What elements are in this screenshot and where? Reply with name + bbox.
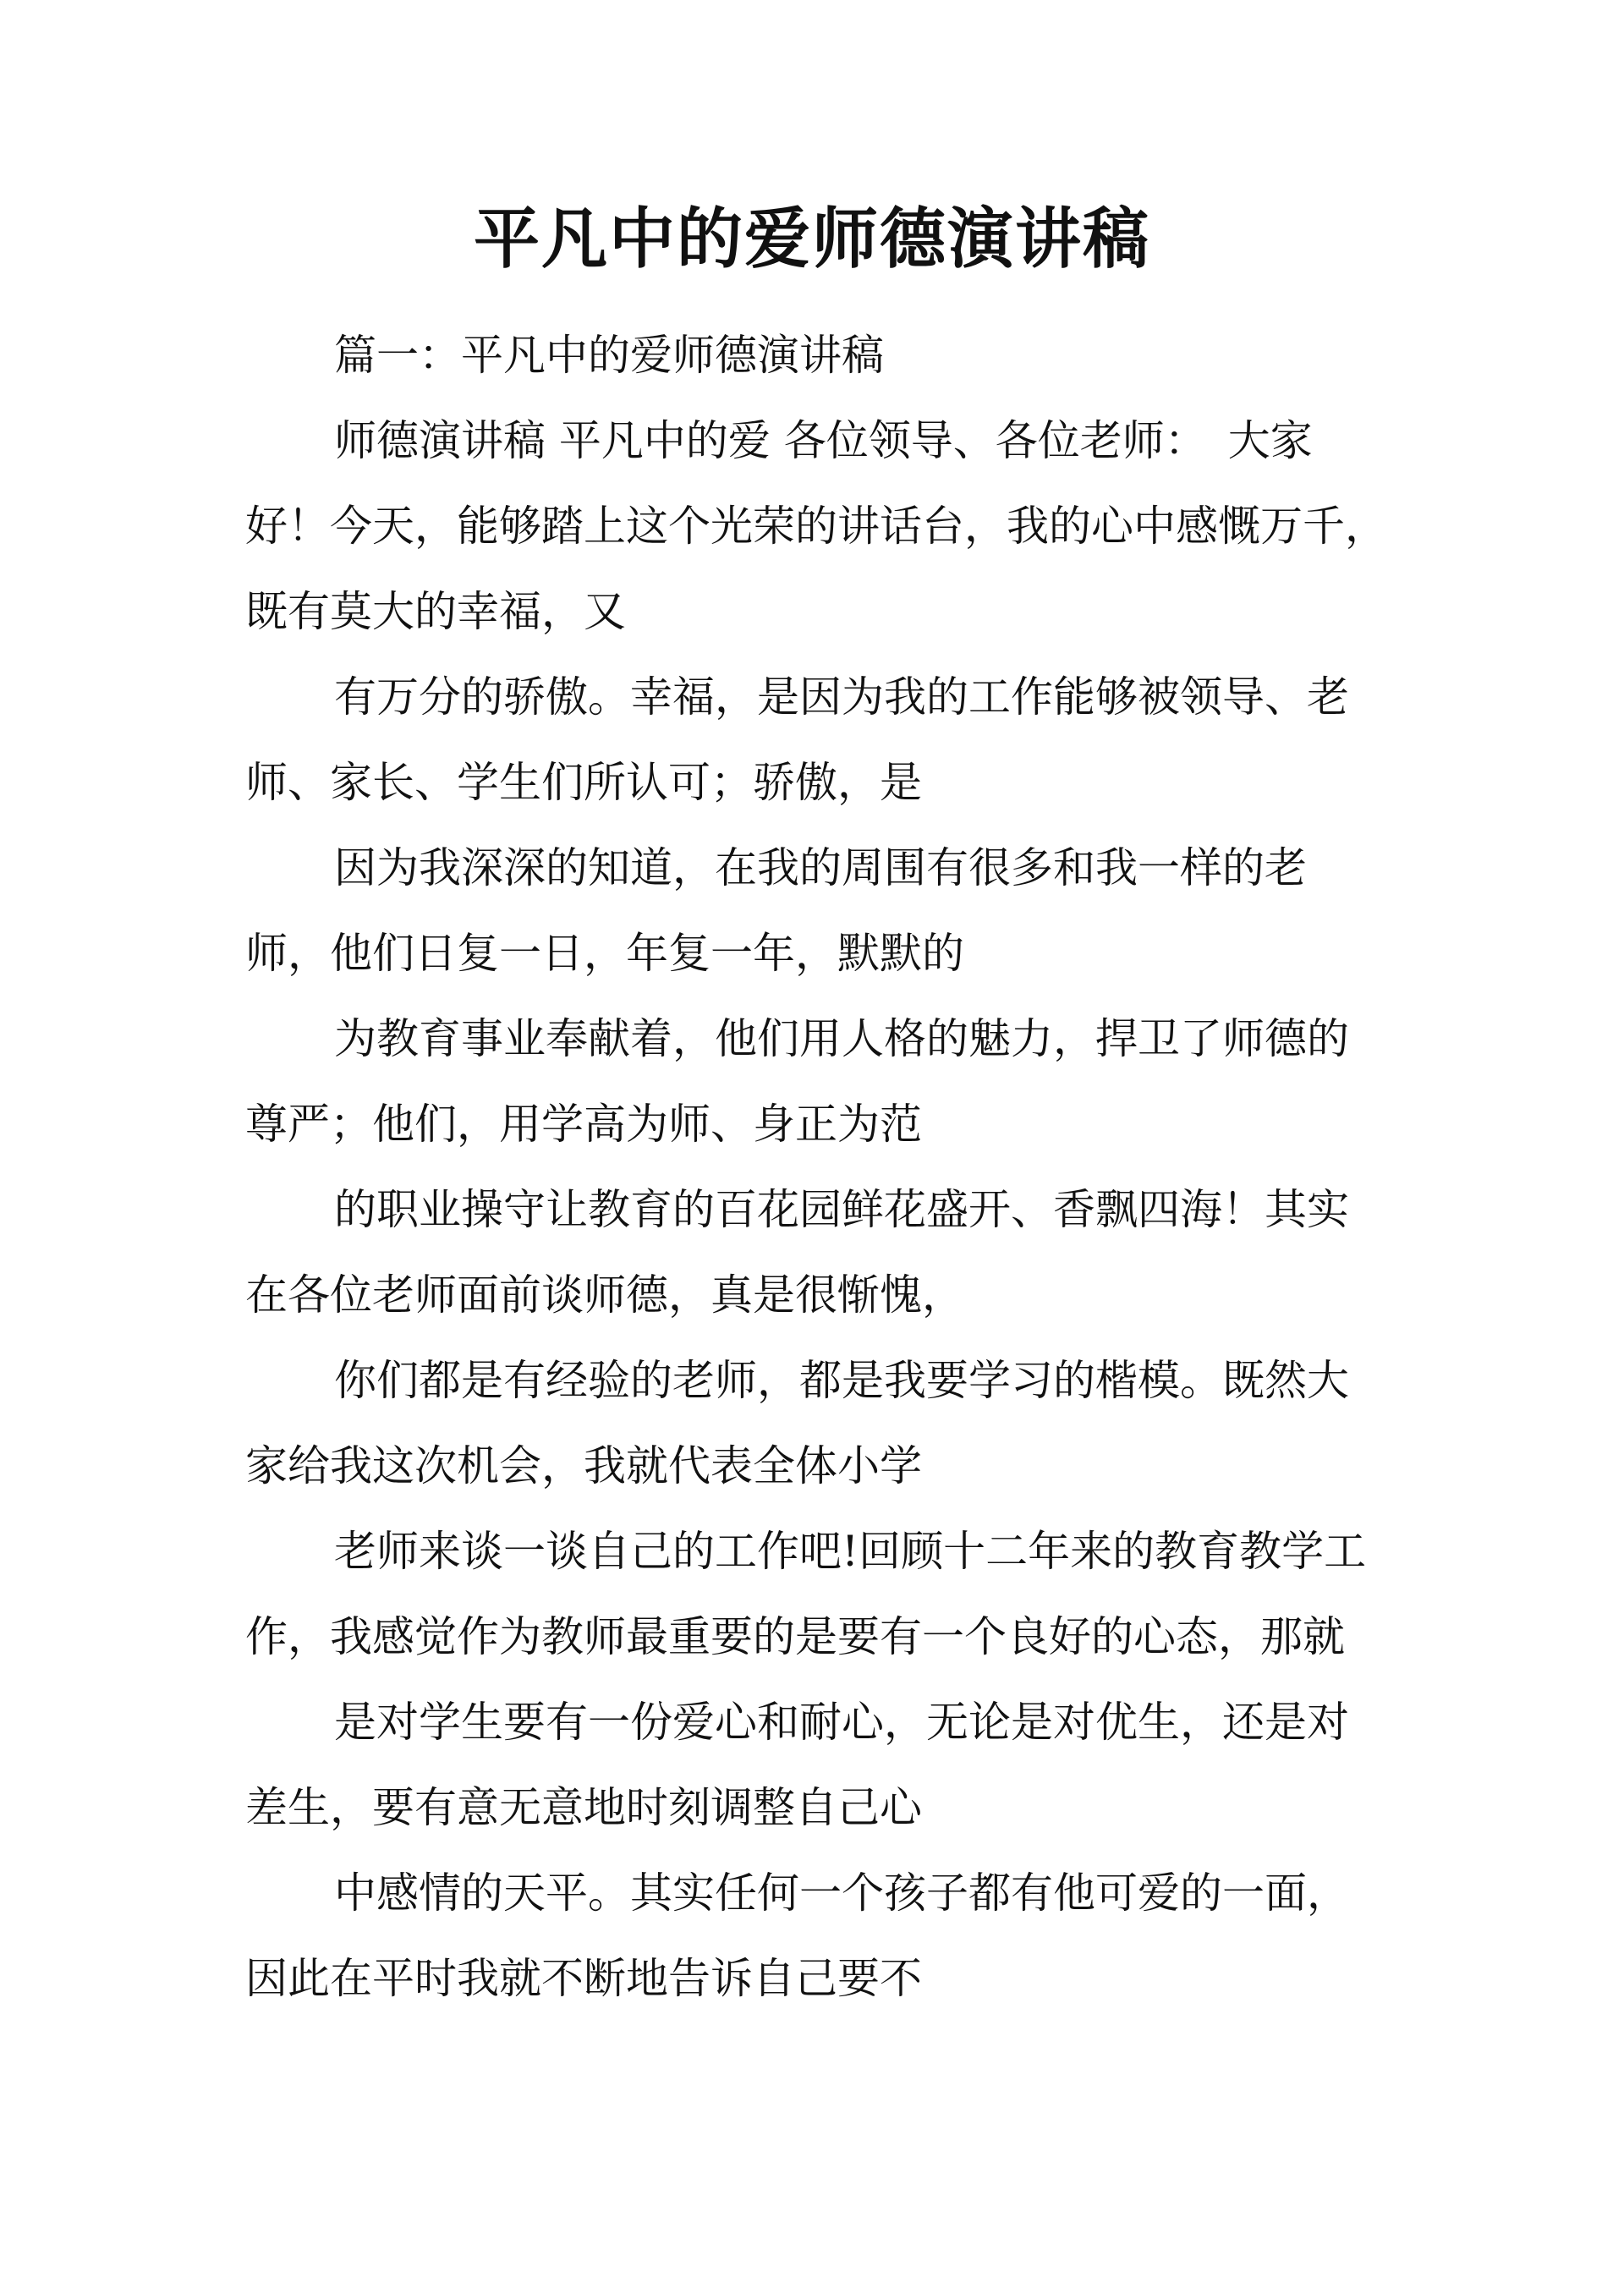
paragraph: 篇一：平凡中的爱师德演讲稿 (334, 331, 884, 380)
paragraph: 因为我深深的知道，在我的周围有很多和我一样的老师，他们日复一日，年复一年，默默的 (245, 843, 1307, 978)
document-title: 平凡中的爱师德演讲稿 (473, 200, 1150, 277)
paragraph: 中感情的天平。其实任何一个孩子都有他可爱的一面，因此在平时我就不断地告诉自己要不 (245, 1869, 1349, 2003)
paragraph: 是对学生要有一份爱心和耐心，无论是对优生，还是对差生，要有意无意地时刻调整自己心 (245, 1698, 1349, 1832)
paragraph: 师德演讲稿 平凡中的爱 各位领导、各位老师： 大家好！今天，能够踏上这个光荣的讲话台，我的心中感慨万千，既有莫大的幸福，又 (245, 416, 1387, 636)
paragraph: 的职业操守让教育的百花园鲜花盛开、香飘四海！其实在各位老师面前谈师德，真是很惭愧， (245, 1185, 1349, 1320)
paragraph: 有万分的骄傲。幸福，是因为我的工作能够被领导、老师、家长、学生们所认可；骄傲，是 (245, 672, 1349, 807)
paragraph: 你们都是有经验的老师，都是我要学习的楷模。既然大家给我这次机会，我就代表全体小学 (245, 1356, 1349, 1490)
paragraph: 为教育事业奉献着，他们用人格的魅力，捍卫了师德的尊严；他们，用学高为师、身正为范 (245, 1014, 1349, 1149)
paragraph: 老师来谈一谈自己的工作吧!回顾十二年来的教育教学工作，我感觉作为教师最重要的是要有一个良好的心态，那就 (245, 1527, 1367, 1661)
document-body (245, 313, 1387, 2022)
